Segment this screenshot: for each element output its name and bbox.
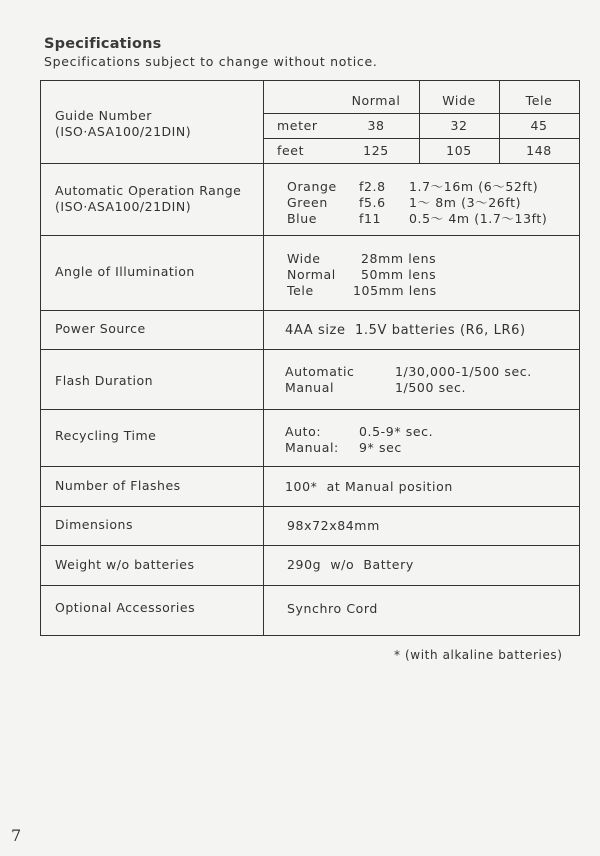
unit-feet: feet — [277, 143, 305, 158]
recycling-mode-auto: Auto: — [285, 424, 322, 439]
power-source-label: Power Source — [55, 321, 146, 336]
weight-value: 290g w/o Battery — [287, 557, 414, 572]
dimensions-value: 98x72x84mm — [287, 518, 380, 533]
row-divider — [41, 235, 579, 236]
row-divider — [41, 506, 579, 507]
meter-normal-value: 38 — [367, 118, 385, 133]
recycling-value-manual: 9* sec — [359, 440, 402, 455]
auto-range-distance-green: 1～ 8m (3～26ft) — [409, 195, 522, 210]
page-heading: Specifications — [44, 36, 162, 52]
auto-range-color-blue: Blue — [287, 211, 318, 226]
feet-tele-value: 148 — [526, 143, 552, 158]
recycling-time-label: Recycling Time — [55, 428, 157, 443]
row-divider — [41, 545, 579, 546]
guide-number-row-divider — [263, 138, 579, 139]
row-divider — [41, 349, 579, 350]
feet-normal-value: 125 — [363, 143, 389, 158]
row-divider — [41, 466, 579, 467]
column-header-tele: Tele — [525, 93, 553, 108]
flash-duration-mode-manual: Manual — [285, 380, 335, 395]
row-divider — [41, 163, 579, 164]
alkaline-footnote: * (with alkaline batteries) — [394, 648, 563, 662]
number-of-flashes-label: Number of Flashes — [55, 478, 181, 493]
number-of-flashes-value: 100* at Manual position — [285, 479, 453, 494]
auto-range-distance-orange: 1.7～16m (6～52ft) — [409, 179, 539, 194]
column-header-wide: Wide — [442, 93, 476, 108]
auto-range-color-orange: Orange — [287, 179, 337, 194]
illumination-lens-wide: 28mm lens — [361, 251, 437, 266]
recycling-value-auto: 0.5-9* sec. — [359, 424, 434, 439]
guide-number-label: Guide Number (ISO·ASA100/21DIN) — [55, 108, 192, 139]
guide-number-header-divider — [263, 113, 579, 114]
flash-duration-value-manual: 1/500 sec. — [395, 380, 467, 395]
row-divider — [41, 585, 579, 586]
auto-range-fstop-orange: f2.8 — [359, 179, 386, 194]
column-header-normal: Normal — [351, 93, 401, 108]
accessories-value: Synchro Cord — [287, 601, 378, 616]
flash-duration-value-auto: 1/30,000-1/500 sec. — [395, 364, 532, 379]
auto-range-label: Automatic Operation Range (ISO·ASA100/21DIN) — [55, 183, 242, 214]
feet-wide-value: 105 — [446, 143, 472, 158]
auto-range-distance-blue: 0.5～ 4m (1.7～13ft) — [409, 211, 548, 226]
meter-wide-value: 32 — [450, 118, 468, 133]
power-source-value: 4AA size 1.5V batteries (R6, LR6) — [285, 323, 526, 338]
unit-meter: meter — [277, 118, 318, 133]
auto-range-color-green: Green — [287, 195, 328, 210]
flash-duration-label: Flash Duration — [55, 373, 154, 388]
illumination-mode-normal: Normal — [287, 267, 336, 282]
auto-range-fstop-green: f5.6 — [359, 195, 386, 210]
illumination-mode-tele: Tele — [287, 283, 314, 298]
row-divider — [41, 310, 579, 311]
meter-tele-value: 45 — [530, 118, 548, 133]
dimensions-label: Dimensions — [55, 517, 133, 532]
illumination-lens-tele: 105mm lens — [353, 283, 437, 298]
weight-label: Weight w/o batteries — [55, 557, 195, 572]
page-number: 7 — [11, 826, 22, 845]
auto-range-fstop-blue: f11 — [359, 211, 382, 226]
illumination-mode-wide: Wide — [287, 251, 321, 266]
row-divider — [41, 409, 579, 410]
specifications-table — [40, 80, 580, 636]
illumination-lens-normal: 50mm lens — [361, 267, 437, 282]
page-subheading: Specifications subject to change without notice. — [44, 54, 378, 69]
column-divider — [263, 81, 264, 635]
illumination-label: Angle of Illumination — [55, 264, 195, 279]
accessories-label: Optional Accessories — [55, 600, 196, 615]
flash-duration-mode-auto: Automatic — [285, 364, 355, 379]
recycling-mode-manual: Manual: — [285, 440, 339, 455]
